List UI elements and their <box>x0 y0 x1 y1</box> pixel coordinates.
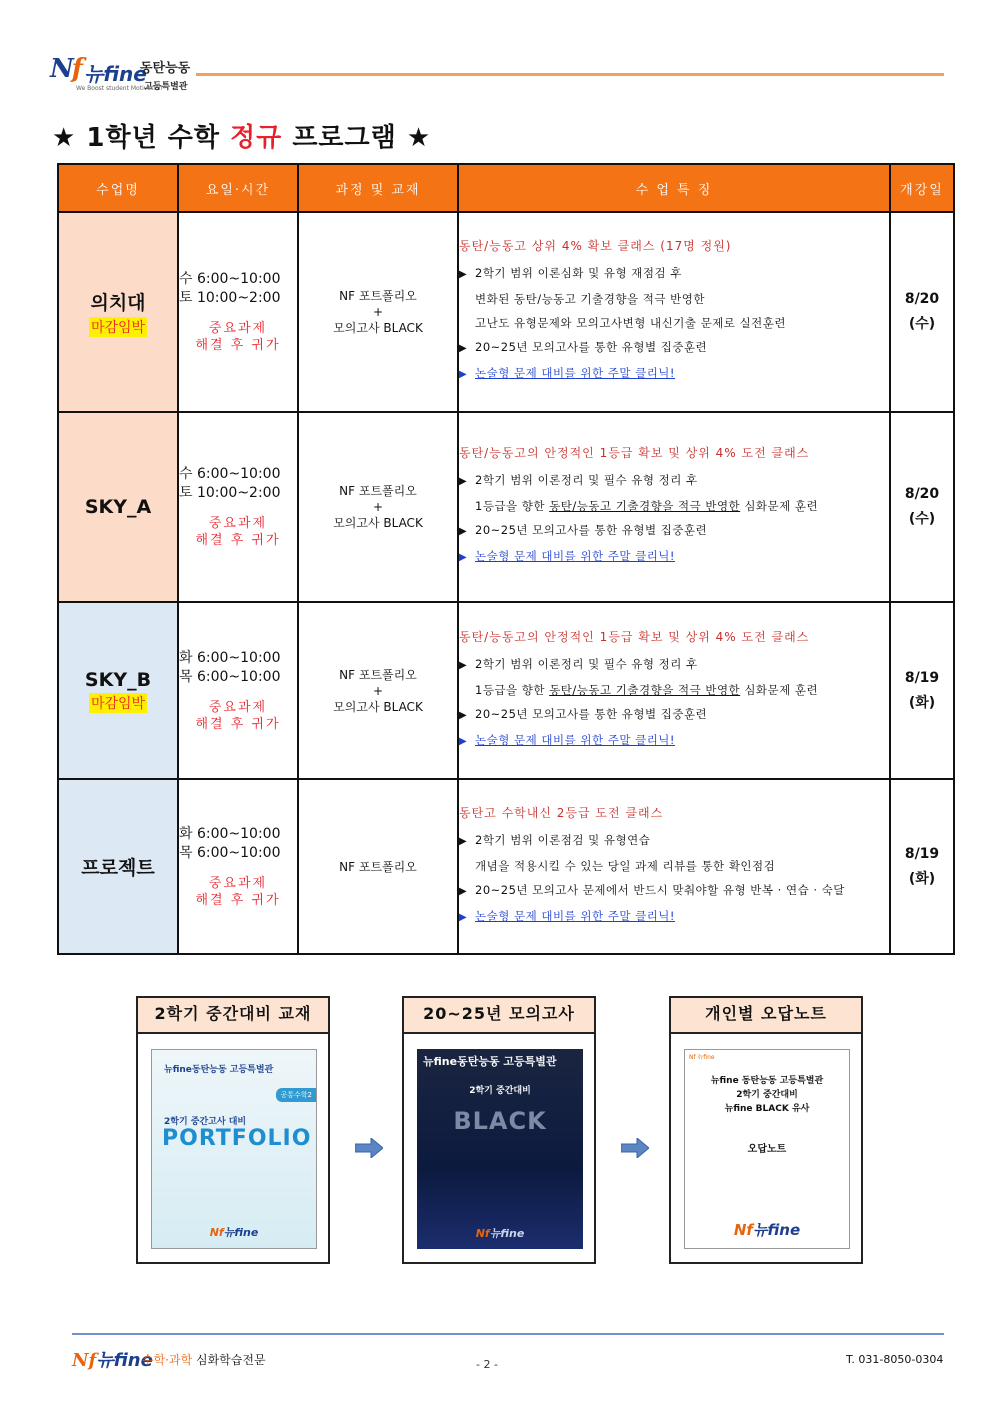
textbook-2: 모의고사 BLACK <box>333 699 423 714</box>
start-weekday: (수) <box>908 511 936 527</box>
bullet-triangle-icon: ▶ <box>459 709 468 721</box>
table-row <box>58 779 954 954</box>
cover-title: PORTFOLIO <box>162 1126 312 1151</box>
textbook-cell <box>298 779 458 954</box>
table-row <box>58 602 954 779</box>
header-schedule: 요일·시간 <box>178 164 298 212</box>
feature-line: ▶ 2학기 범위 이론심화 및 유형 재점검 후 <box>459 261 889 287</box>
weekend-clinic-link[interactable]: ▶ 논술형 문제 대비를 위한 주말 클리닉! <box>459 904 889 930</box>
schedule-cell <box>178 602 298 779</box>
feature-title: 동탄/능동고 상위 4% 확보 클래스 (17명 정원) <box>459 239 732 253</box>
features-cell <box>458 602 890 779</box>
textbook-1: NF 포트폴리오 <box>339 289 417 303</box>
textbook-2: 모의고사 BLACK <box>333 516 423 530</box>
cover-logo: Nf뉴fine <box>209 1226 259 1239</box>
bullet-triangle-icon: ▶ <box>459 369 468 380</box>
class-name: SKY_B <box>84 668 152 691</box>
portfolio-cover <box>151 1049 317 1249</box>
logo-fine-text: 뉴fine <box>84 62 147 86</box>
feature-line: ▶ 2학기 범위 이론정리 및 필수 유형 정리 후 <box>459 652 889 678</box>
bullet-triangle-icon: ▶ <box>459 735 468 747</box>
textbook-1: NF 포트폴리오 <box>339 484 417 498</box>
right-arrow-icon <box>621 1138 649 1158</box>
title-highlight: 정규 <box>230 123 283 153</box>
start-date-cell <box>890 212 954 412</box>
schedule-day-2: 목 6:00~10:00 <box>179 844 281 861</box>
textbook-plus: + <box>372 500 384 514</box>
material-label: 개인별 오답노트 <box>671 998 861 1034</box>
start-date: 8/20 <box>904 486 940 502</box>
table-header-row <box>58 164 954 212</box>
black-cover <box>417 1049 583 1249</box>
header-start-date: 개강일 <box>890 164 954 212</box>
bullet-triangle-icon: ▶ <box>459 552 468 563</box>
bullet-triangle-icon: ▶ <box>459 526 468 537</box>
class-name-cell <box>58 412 178 602</box>
class-name: 의치대 <box>90 291 146 314</box>
header-class-name: 수업명 <box>58 164 178 212</box>
feature-title: 동탄/능동고의 안정적인 1등급 확보 및 상위 4% 도전 클래스 <box>459 446 810 460</box>
bullet-triangle-icon: ▶ <box>459 343 468 354</box>
homework-note: 중요과제 해결 후 귀가 <box>195 516 281 548</box>
features-cell <box>458 779 890 954</box>
schedule-day-1: 수 6:00~10:00 <box>179 466 281 482</box>
feature-line: ▶ 20~25년 모의고사를 통한 유형별 집중훈련 <box>459 702 889 728</box>
feature-line: ▶ 2학기 범위 이론점검 및 유형연습 <box>459 828 889 854</box>
cover-logo: Nf뉴fine <box>475 1227 525 1240</box>
schedule-day-1: 화 6:00~10:00 <box>179 649 281 666</box>
schedule-day-1: 화 6:00~10:00 <box>179 825 281 842</box>
textbook-1: NF 포트폴리오 <box>339 859 417 874</box>
bullet-triangle-icon: ▶ <box>459 269 468 280</box>
schedule-day-2: 토 10:00~2:00 <box>179 485 281 501</box>
cover-title: BLACK <box>453 1107 547 1135</box>
cover-corner-logo: Nf 뉴fine <box>689 1054 715 1061</box>
header-divider <box>196 73 944 76</box>
footer-divider <box>72 1333 944 1335</box>
table-row <box>58 412 954 602</box>
page-number: - 2 - <box>476 1358 498 1371</box>
logo-nf-mark: Nf <box>50 54 81 84</box>
weekend-clinic-link[interactable]: ▶ 논술형 문제 대비를 위한 주말 클리닉! <box>459 361 889 387</box>
cover-tab: 공통수학2 <box>276 1088 316 1102</box>
feature-line: ▶ 2학기 범위 이론정리 및 필수 유형 정리 후 <box>459 468 889 494</box>
bullet-triangle-icon: ▶ <box>459 885 468 897</box>
cover-lines: 뉴fine 동탄능동 고등특별관 2학기 중간대비 뉴fine BLACK 유사 <box>710 1076 824 1114</box>
homework-note: 중요과제 해결 후 귀가 <box>195 321 281 353</box>
class-name-cell <box>58 602 178 779</box>
start-date: 8/19 <box>904 845 940 862</box>
cover-logo: Nf뉴fine <box>733 1221 801 1239</box>
material-label: 20~25년 모의고사 <box>404 998 594 1034</box>
material-card-mock-exam <box>402 996 596 1264</box>
weekend-clinic-link[interactable]: ▶ 논술형 문제 대비를 위한 주말 클리닉! <box>459 728 889 754</box>
footer-subtitle: 수학·과학 심화학습전문 <box>142 1353 266 1367</box>
wrong-note-cover <box>684 1049 850 1249</box>
homework-note: 중요과제 해결 후 귀가 <box>195 875 281 908</box>
start-date-cell <box>890 412 954 602</box>
class-name: SKY_A <box>84 496 152 518</box>
material-label: 2학기 중간대비 교재 <box>138 998 328 1034</box>
textbook-2: 모의고사 BLACK <box>333 321 423 335</box>
title-suffix: 프로그램 ★ <box>282 123 432 153</box>
footer-phone: T. 031-8050-0304 <box>846 1353 944 1366</box>
feature-line: 개념을 적용시킬 수 있는 당일 과제 리뷰를 통한 확인점검 <box>475 858 776 873</box>
deadline-badge: 마감임박 <box>89 317 147 337</box>
feature-line: 1등급을 향한 동탄/능동고 기출경향을 적극 반영한 심화문제 훈련 <box>475 682 819 697</box>
feature-line: 1등급을 향한 동탄/능동고 기출경향을 적극 반영한 심화문제 훈련 <box>475 499 819 513</box>
textbook-1: NF 포트폴리오 <box>339 667 417 682</box>
bullet-triangle-icon: ▶ <box>459 911 468 923</box>
schedule-day-2: 목 6:00~10:00 <box>179 668 281 685</box>
right-arrow-icon <box>355 1138 383 1158</box>
textbook-cell <box>298 602 458 779</box>
feature-line: ▶ 20~25년 모의고사 문제에서 반드시 맞춰야할 유형 반복 · 연습 · 숙달 <box>459 878 889 904</box>
textbook-plus: + <box>372 683 384 698</box>
start-weekday: (화) <box>908 870 936 887</box>
cover-sub: 2학기 중간고사 대비 <box>164 1117 247 1127</box>
start-date: 8/20 <box>904 291 940 307</box>
features-cell <box>458 412 890 602</box>
schedule-day-2: 토 10:00~2:00 <box>179 290 281 306</box>
start-weekday: (수) <box>908 316 936 332</box>
brand-sub: 고등특별관 <box>144 82 188 92</box>
cover-sub: 2학기 중간대비 <box>469 1086 531 1096</box>
schedule-cell <box>178 412 298 602</box>
class-name: 프로젝트 <box>81 857 155 879</box>
footer-logo: Nf뉴fine <box>72 1350 153 1371</box>
weekend-clinic-link[interactable]: ▶ 논술형 문제 대비를 위한 주말 클리닉! <box>459 544 889 570</box>
table-row <box>58 212 954 412</box>
start-date-cell <box>890 779 954 954</box>
cover-top: 뉴fine동탄능동 고등특별관 <box>164 1065 274 1075</box>
start-weekday: (화) <box>908 694 936 711</box>
bullet-triangle-icon: ▶ <box>459 659 468 671</box>
cover-top: 뉴fine동탄능동 고등특별관 <box>423 1055 557 1068</box>
header-textbook: 과정 및 교재 <box>298 164 458 212</box>
program-table <box>57 163 955 955</box>
feature-line: 고난도 유형문제와 모의고사변형 내신기출 문제로 실전훈련 <box>475 316 786 330</box>
bullet-triangle-icon: ▶ <box>459 476 468 487</box>
brand-main: 동탄능동 <box>140 61 191 76</box>
feature-title: 동탄고 수학내신 2등급 도전 클래스 <box>459 805 664 820</box>
start-date-cell <box>890 602 954 779</box>
logo-tagline: We Boost student Motivation <box>76 85 163 92</box>
features-cell <box>458 212 890 412</box>
title-prefix: ★ 1학년 수학 <box>52 123 231 153</box>
schedule-cell <box>178 779 298 954</box>
feature-line: ▶ 20~25년 모의고사를 통한 유형별 집중훈련 <box>459 335 889 361</box>
class-name-cell <box>58 779 178 954</box>
header-features: 수 업 특 징 <box>458 164 890 212</box>
schedule-cell <box>178 212 298 412</box>
deadline-badge: 마감임박 <box>89 693 147 713</box>
homework-note: 중요과제 해결 후 귀가 <box>195 699 281 732</box>
bullet-triangle-icon: ▶ <box>459 835 468 847</box>
cover-title: 오답노트 <box>747 1144 787 1155</box>
feature-title: 동탄/능동고의 안정적인 1등급 확보 및 상위 4% 도전 클래스 <box>459 629 810 644</box>
feature-line: 변화된 동탄/능동고 기출경향을 적극 반영한 <box>475 292 705 306</box>
schedule-day-1: 수 6:00~10:00 <box>179 271 281 287</box>
material-card-textbook <box>136 996 330 1264</box>
material-card-wrong-note <box>669 996 863 1264</box>
start-date: 8/19 <box>904 669 940 686</box>
class-name-cell <box>58 212 178 412</box>
feature-line: ▶ 20~25년 모의고사를 통한 유형별 집중훈련 <box>459 518 889 544</box>
textbook-cell <box>298 212 458 412</box>
textbook-plus: + <box>372 305 384 319</box>
page-title <box>52 117 431 154</box>
textbook-cell <box>298 412 458 602</box>
